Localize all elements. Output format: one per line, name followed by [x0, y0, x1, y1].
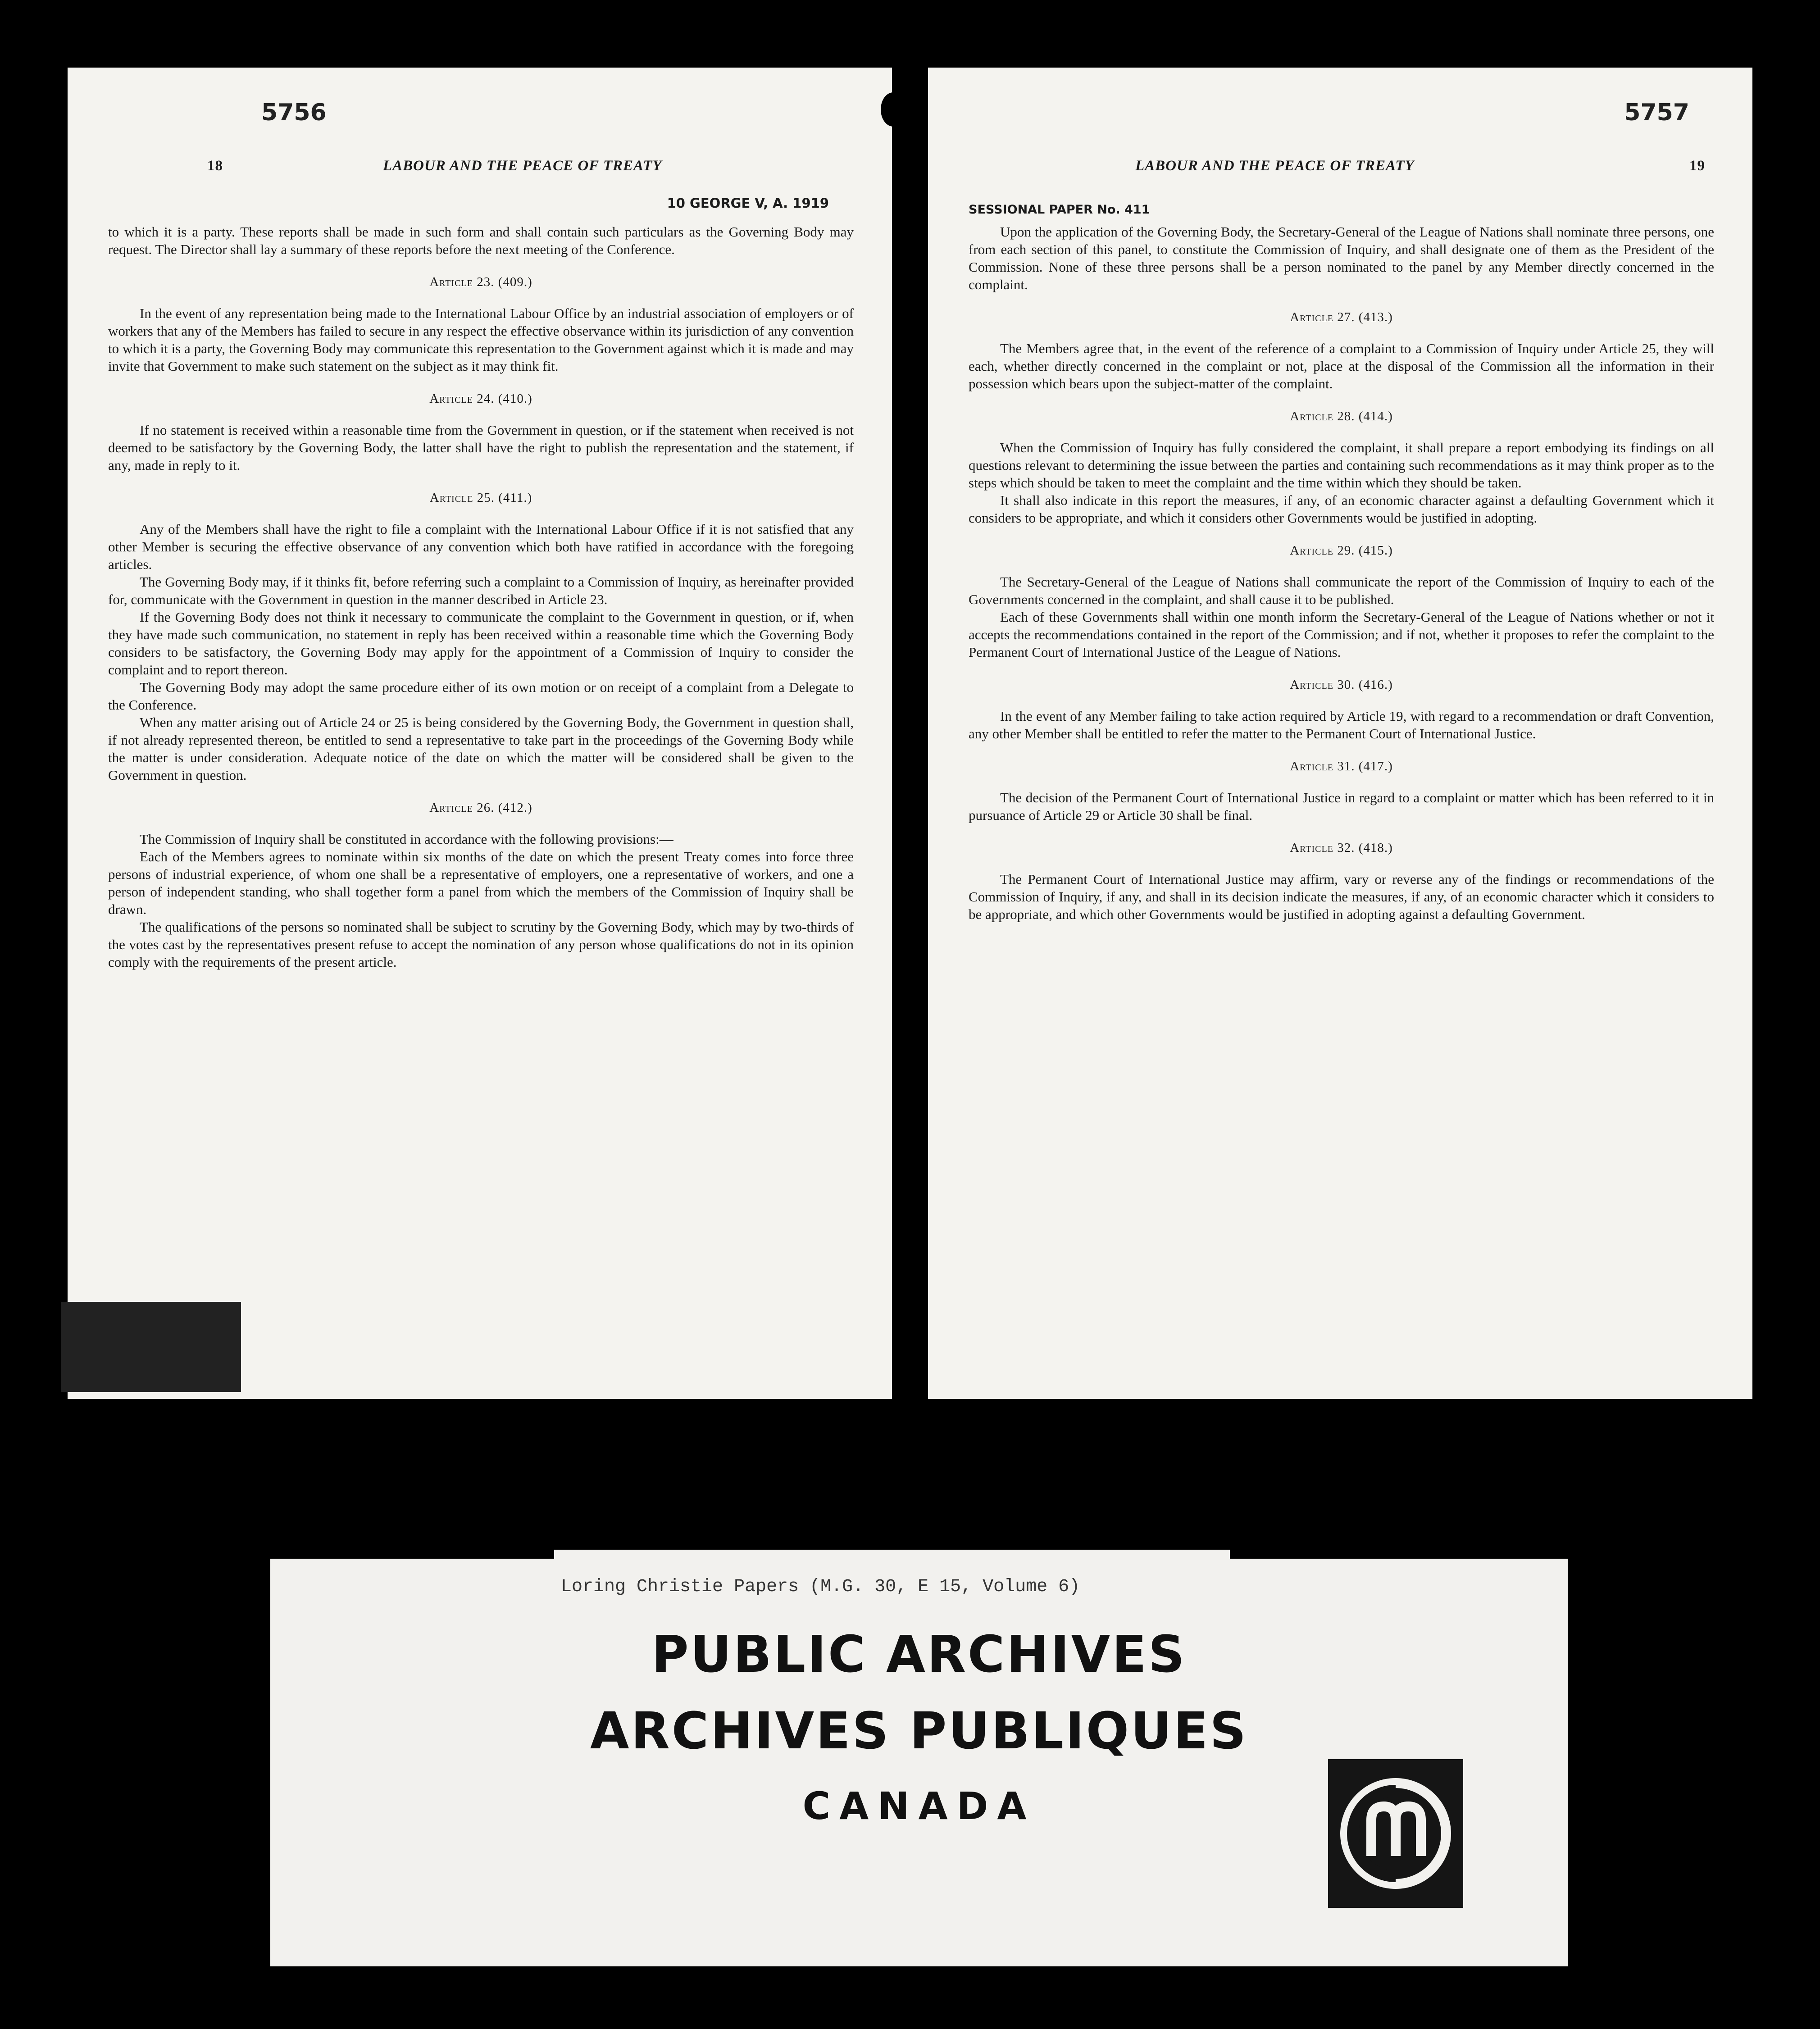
article-paragraph: If the Governing Body does not think it necessary to communicate the complaint to the Government in question, or if, when they have made such communication, no statement in reply has been received within a reasonable time which the Governing Body considers to be satisfactory, the Governing Body may apply for the appointment of a Commission of Inquiry to consider the complaint and to report thereon. — [108, 609, 854, 678]
article-paragraph: The decision of the Permanent Court of International Justice in regard to a complaint or matter which has been referred to it in pursuance of Article 29 or Article 30 shall be final. — [969, 790, 1714, 823]
article-paragraph: Any of the Members shall have the right to file a complaint with the International Labour Office if it is not satisfied that any other Member is securing the effective observance of any convention which both have ratified in accordance with the foregoing articles. — [108, 521, 854, 572]
article-paragraph: The qualifications of the persons so nominated shall be subject to scrutiny by the Governing Body, which may by two-thirds of the votes cast by the representatives present refuse to accept the nomination of any person whose qualifications do not in its opinion comply with the requirements of the present article. — [108, 919, 854, 970]
article-heading: Article 28. (414.) — [1290, 409, 1393, 423]
article-paragraph: In the event of any representation being made to the International Labour Office by an industrial association of employers or of workers that any of the Members has failed to secure in any respect the effective observance within its jurisdiction of any convention to which it is a party, the Governing Body may communicate this representation to the Government against which it is made and may invite that Government to make such statement on the subject as it may think fit. — [108, 305, 854, 374]
article-paragraph: It shall also indicate in this report the measures, if any, of an economic character against a defaulting Government which it considers to be appropriate, and which it considers other Governments would be justified in adopting. — [969, 492, 1714, 526]
binding-hole — [881, 92, 906, 127]
article-paragraph: Upon the application of the Governing Body, the Secretary-General of the League of Nations shall nominate three persons, one from each section of this panel, to constitute the Commission of Inquiry, and shall designate one of them as the President of the Commission. None of these three persons shall be a person nominated to the panel by any Member directly concerned in the complaint. — [969, 224, 1714, 292]
right-session-line: SESSIONAL PAPER No. 411 — [969, 203, 1150, 217]
card-title-english: PUBLIC ARCHIVES — [651, 1625, 1187, 1684]
page-shadow — [61, 1302, 241, 1392]
card-country: CANADA — [802, 1784, 1036, 1828]
article-heading: Article 29. (415.) — [1290, 543, 1393, 558]
article-heading: Article 24. (410.) — [429, 391, 532, 406]
right-page — [928, 68, 1752, 1399]
left-page — [68, 68, 892, 1399]
article-paragraph: The Secretary-General of the League of Nations shall communicate the report of the Commission of Inquiry to each of the Governments concerned in the complaint, and shall cause it to be published. — [969, 574, 1714, 607]
left-stamp-number: 5756 — [261, 99, 327, 126]
article-paragraph: The Commission of Inquiry shall be constituted in accordance with the following provisions:— — [140, 831, 673, 847]
article-heading: Article 25. (411.) — [429, 491, 532, 505]
article-heading: Article 26. (412.) — [429, 801, 532, 815]
left-session-line: 10 GEORGE V, A. 1919 — [667, 196, 829, 211]
left-running-head: LABOUR AND THE PEACE OF TREATY — [383, 158, 662, 174]
article-paragraph: The Governing Body may, if it thinks fit, before referring such a complaint to a Commission of Inquiry, as hereinafter provided for, communicate with the Government in question in the manner described in Article 23. — [108, 574, 854, 607]
article-paragraph: The Permanent Court of International Justice may affirm, vary or reverse any of the findings or recommendations of the Commission of Inquiry, if any, and shall in its decision indicate the measures, if any, of an economic character which it considers to be appropriate, and which other Governments would be justified in adopting against a defaulting Government. — [969, 871, 1714, 922]
left-page-body — [108, 223, 854, 971]
article-paragraph: In the event of any Member failing to take action required by Article 19, with regard to a recommendation or draft Convention, any other Member shall be entitled to refer the matter to the Permanent Court of International Justice. — [969, 708, 1714, 742]
archives-logo-svg — [1328, 1759, 1463, 1908]
article-heading: Article 27. (413.) — [1290, 310, 1393, 324]
right-stamp-number: 5757 — [1624, 99, 1689, 126]
card-title-french: ARCHIVES PUBLIQUES — [590, 1702, 1248, 1761]
archive-reference: Loring Christie Papers (M.G. 30, E 15, Volume 6) — [561, 1577, 1080, 1597]
archives-logo-icon — [1328, 1759, 1463, 1908]
article-heading: Article 31. (417.) — [1290, 759, 1393, 773]
article-paragraph: The Members agree that, in the event of the reference of a complaint to a Commission of Inquiry under Article 25, they will each, whether directly concerned in the complaint or not, place at the disposal of the Commission all the information in their possession which bears upon the subject-matter of the complaint. — [969, 341, 1714, 391]
left-page-number: 18 — [207, 158, 223, 174]
article-paragraph: When any matter arising out of Article 24 or 25 is being considered by the Governing Body, the Government in question shall, if not already represented thereon, be entitled to send a representative to take part in the proceedings of the Governing Body while the matter is under consideration. Adequate notice of the date on which the matter will be considered shall be given to the Government in question. — [108, 714, 854, 783]
article-heading: Article 30. (416.) — [1290, 678, 1393, 692]
right-running-head: LABOUR AND THE PEACE OF TREATY — [1135, 158, 1415, 174]
article-paragraph: The Governing Body may adopt the same procedure either of its own motion or on receipt of a complaint from a Delegate to the Conference. — [108, 679, 854, 713]
article-paragraph: Each of the Members agrees to nominate within six months of the date on which the present Treaty comes into force three persons of industrial experience, of whom one shall be a representative of employers, one a representative of workers, and one a person of independent standing, who shall together form a panel from which the members of the Commission of Inquiry shall be drawn. — [108, 849, 854, 917]
article-paragraph: When the Commission of Inquiry has fully considered the complaint, it shall prepare a report embodying its findings on all questions relevant to determining the issue between the parties and containing such recommendations as it may think proper as to the steps which should be taken to meet the complaint and the time within which they should be taken. — [969, 440, 1714, 491]
article-heading: Article 32. (418.) — [1290, 841, 1393, 855]
article-paragraph: If no statement is received within a reasonable time from the Government in question, or if the statement when received is not deemed to be satisfactory by the Governing Body, the latter shall have the right to publish the representation and the statement, if any, made in reply to it. — [108, 422, 854, 473]
article-paragraph: Each of these Governments shall within one month inform the Secretary-General of the League of Nations whether or not it accepts the recommendations contained in the report of the Commission; and if not, whether it proposes to refer the complaint to the Permanent Court of International Justice of the League of Nations. — [969, 609, 1714, 660]
article-heading: Article 23. (409.) — [429, 275, 532, 289]
article-paragraph: to which it is a party. These reports shall be made in such form and shall contain such particulars as the Governing Body may request. The Director shall lay a summary of these reports before the next meeting of the Conference. — [108, 224, 854, 257]
right-page-number: 19 — [1689, 158, 1705, 174]
right-page-body — [969, 223, 1714, 923]
